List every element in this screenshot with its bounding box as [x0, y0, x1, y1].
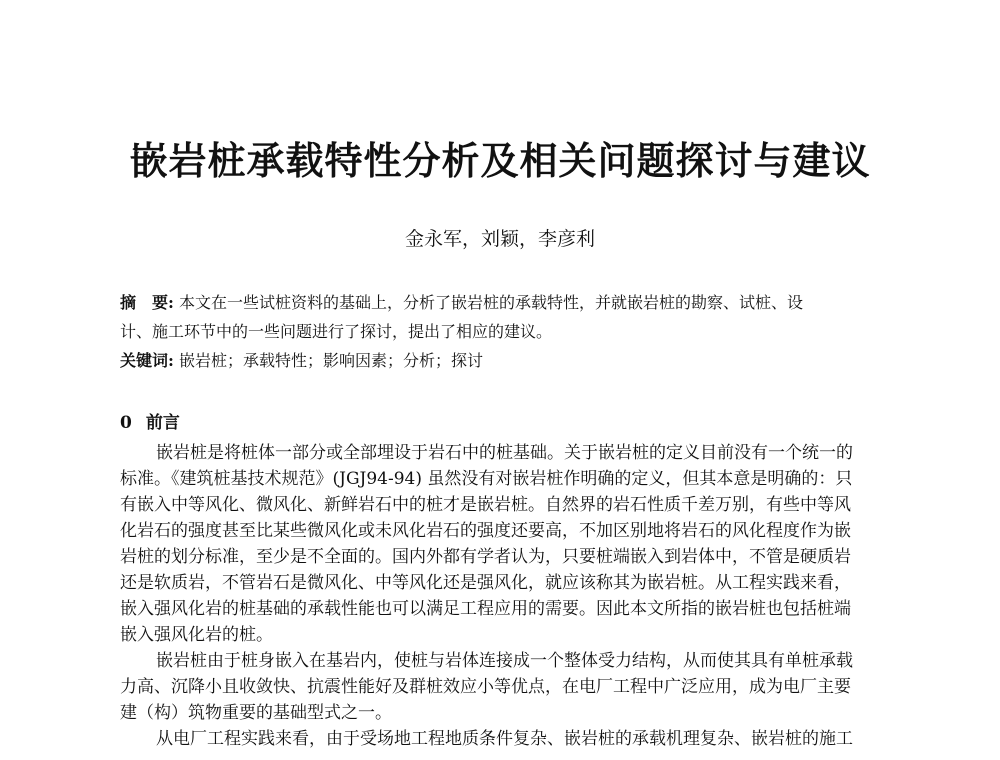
body-text — [120, 440, 890, 752]
body-line: 有嵌入中等风化、微风化、新鲜岩石中的桩才是嵌岩桩。自然界的岩石性质千差万别，有些中等风 — [120, 495, 851, 515]
body-line: 嵌岩桩是将桩体一部分或全部埋设于岩石中的桩基础。关于嵌岩桩的定义目前没有一个统一的 — [156, 443, 853, 463]
abstract-block — [120, 288, 890, 375]
author-list: 金永军，刘颖，李彦利 — [404, 228, 595, 250]
section-title: 前言 — [145, 413, 180, 433]
paper-title: 嵌岩桩承载特性分析及相关问题探讨与建议 — [129, 138, 871, 183]
keywords-line — [120, 346, 890, 375]
keywords-label: 关键词: — [120, 351, 174, 370]
body-line: 嵌入强风化岩的桩基础的承载性能也可以满足工程应用的需要。因此本文所指的嵌岩桩也包括桩端 — [120, 599, 851, 619]
body-line: 力高、沉降小且收敛快、抗震性能好及群桩效应小等优点，在电厂工程中广泛应用，成为电厂主要 — [120, 677, 851, 697]
body-line: 嵌岩桩由于桩身嵌入在基岩内，使桩与岩体连接成一个整体受力结构，从而使其具有单桩承载 — [156, 651, 853, 671]
body-line: 化岩石的强度甚至比某些微风化或未风化岩石的强度还要高，不加区别地将岩石的风化程度作为嵌 — [120, 521, 851, 541]
section-heading — [120, 408, 180, 433]
abstract-label: 摘 要: — [120, 293, 174, 312]
abstract-line — [120, 288, 890, 317]
body-line: 建（构）筑物重要的基础型式之一。 — [120, 703, 392, 723]
body-line: 标准。《建筑桩基技术规范》(JGJ94-94) 虽然没有对嵌岩桩作明确的定义，但其本意是明确的：只 — [120, 469, 853, 489]
body-line: 岩桩的划分标准，至少是不全面的。国内外都有学者认为，只要桩端嵌入到岩体中，不管是硬质岩 — [120, 547, 851, 567]
abstract-text: 本文在一些试桩资料的基础上，分析了嵌岩桩的承载特性，并就嵌岩桩的勘察、试桩、设 — [179, 293, 804, 312]
body-line: 嵌入强风化岩的桩。 — [120, 625, 273, 645]
body-line: 从电厂工程实践来看，由于受场地工程地质条件复杂、嵌岩桩的承载机理复杂、嵌岩桩的施工 — [156, 729, 853, 749]
keywords-text: 嵌岩桩；承载特性；影响因素；分析；探讨 — [179, 351, 484, 370]
abstract-text: 计、施工环节中的一些问题进行了探讨，提出了相应的建议。 — [120, 322, 553, 341]
section-number: 0 — [120, 413, 132, 433]
body-line: 还是软质岩，不管岩石是微风化、中等风化还是强风化，就应该称其为嵌岩桩。从工程实践来看， — [120, 573, 851, 593]
